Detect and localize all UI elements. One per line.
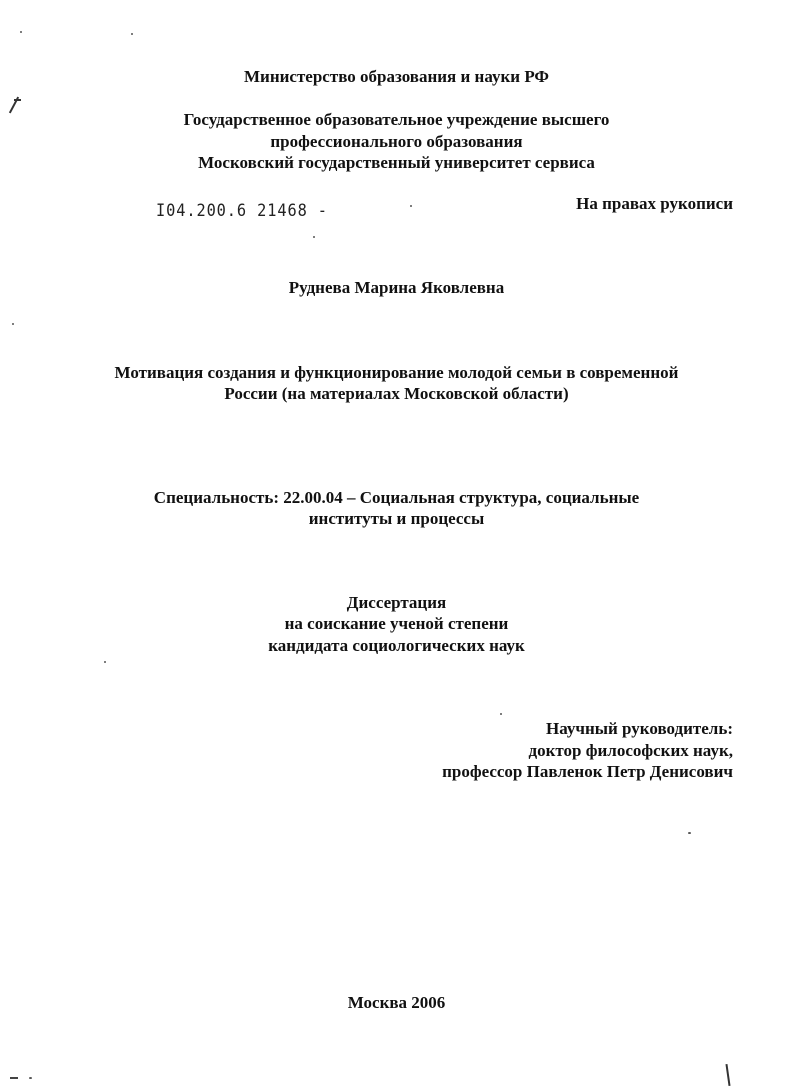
scan-speck <box>688 832 691 834</box>
author-name: Руднева Марина Яковлевна <box>288 278 505 297</box>
institution-line-2: профессионального образования <box>270 132 523 151</box>
scan-speck <box>410 205 412 207</box>
scan-mark <box>10 1077 18 1079</box>
scan-speck <box>104 661 106 663</box>
scan-speck <box>131 33 133 35</box>
manuscript-note: На правах рукописи <box>576 194 733 213</box>
thesis-title-line-1: Мотивация создания и функционирование молодой семьи в современной <box>114 363 679 382</box>
scan-speck <box>500 713 502 715</box>
institution-line-1: Государственное образовательное учреждение высшего <box>183 110 610 129</box>
scan-speck <box>12 323 14 325</box>
city-year: Москва 2006 <box>347 993 446 1012</box>
registration-number-dash: - <box>307 201 328 221</box>
scan-speck <box>20 31 22 33</box>
registration-number-text: 04.200.6 21468 <box>166 201 308 221</box>
supervisor-line-1: Научный руководитель: <box>546 719 733 738</box>
supervisor-line-2: доктор философских наук, <box>528 741 733 760</box>
supervisor-line-3: профессор Павленок Петр Денисович <box>442 762 733 781</box>
institution-line-3: Московский государственный университет сервиса <box>198 153 595 172</box>
scan-speck <box>29 1077 32 1079</box>
registration-number-tick: I <box>156 201 167 221</box>
scan-mark <box>14 99 21 101</box>
ministry-heading: Министерство образования и науки РФ <box>243 67 550 86</box>
dissertation-line-2: на соискание ученой степени <box>284 614 509 633</box>
registration-number <box>156 201 328 221</box>
specialty-line-2: институты и процессы <box>308 509 485 528</box>
specialty-line-1: Специальность: 22.00.04 – Социальная структура, социальные <box>153 488 640 507</box>
scan-speck <box>313 236 315 238</box>
dissertation-line-1: Диссертация <box>346 593 447 612</box>
thesis-title-line-2: России (на материалах Московской области) <box>224 384 569 403</box>
dissertation-line-3: кандидата социологических наук <box>268 636 525 655</box>
scan-mark <box>725 1064 730 1086</box>
